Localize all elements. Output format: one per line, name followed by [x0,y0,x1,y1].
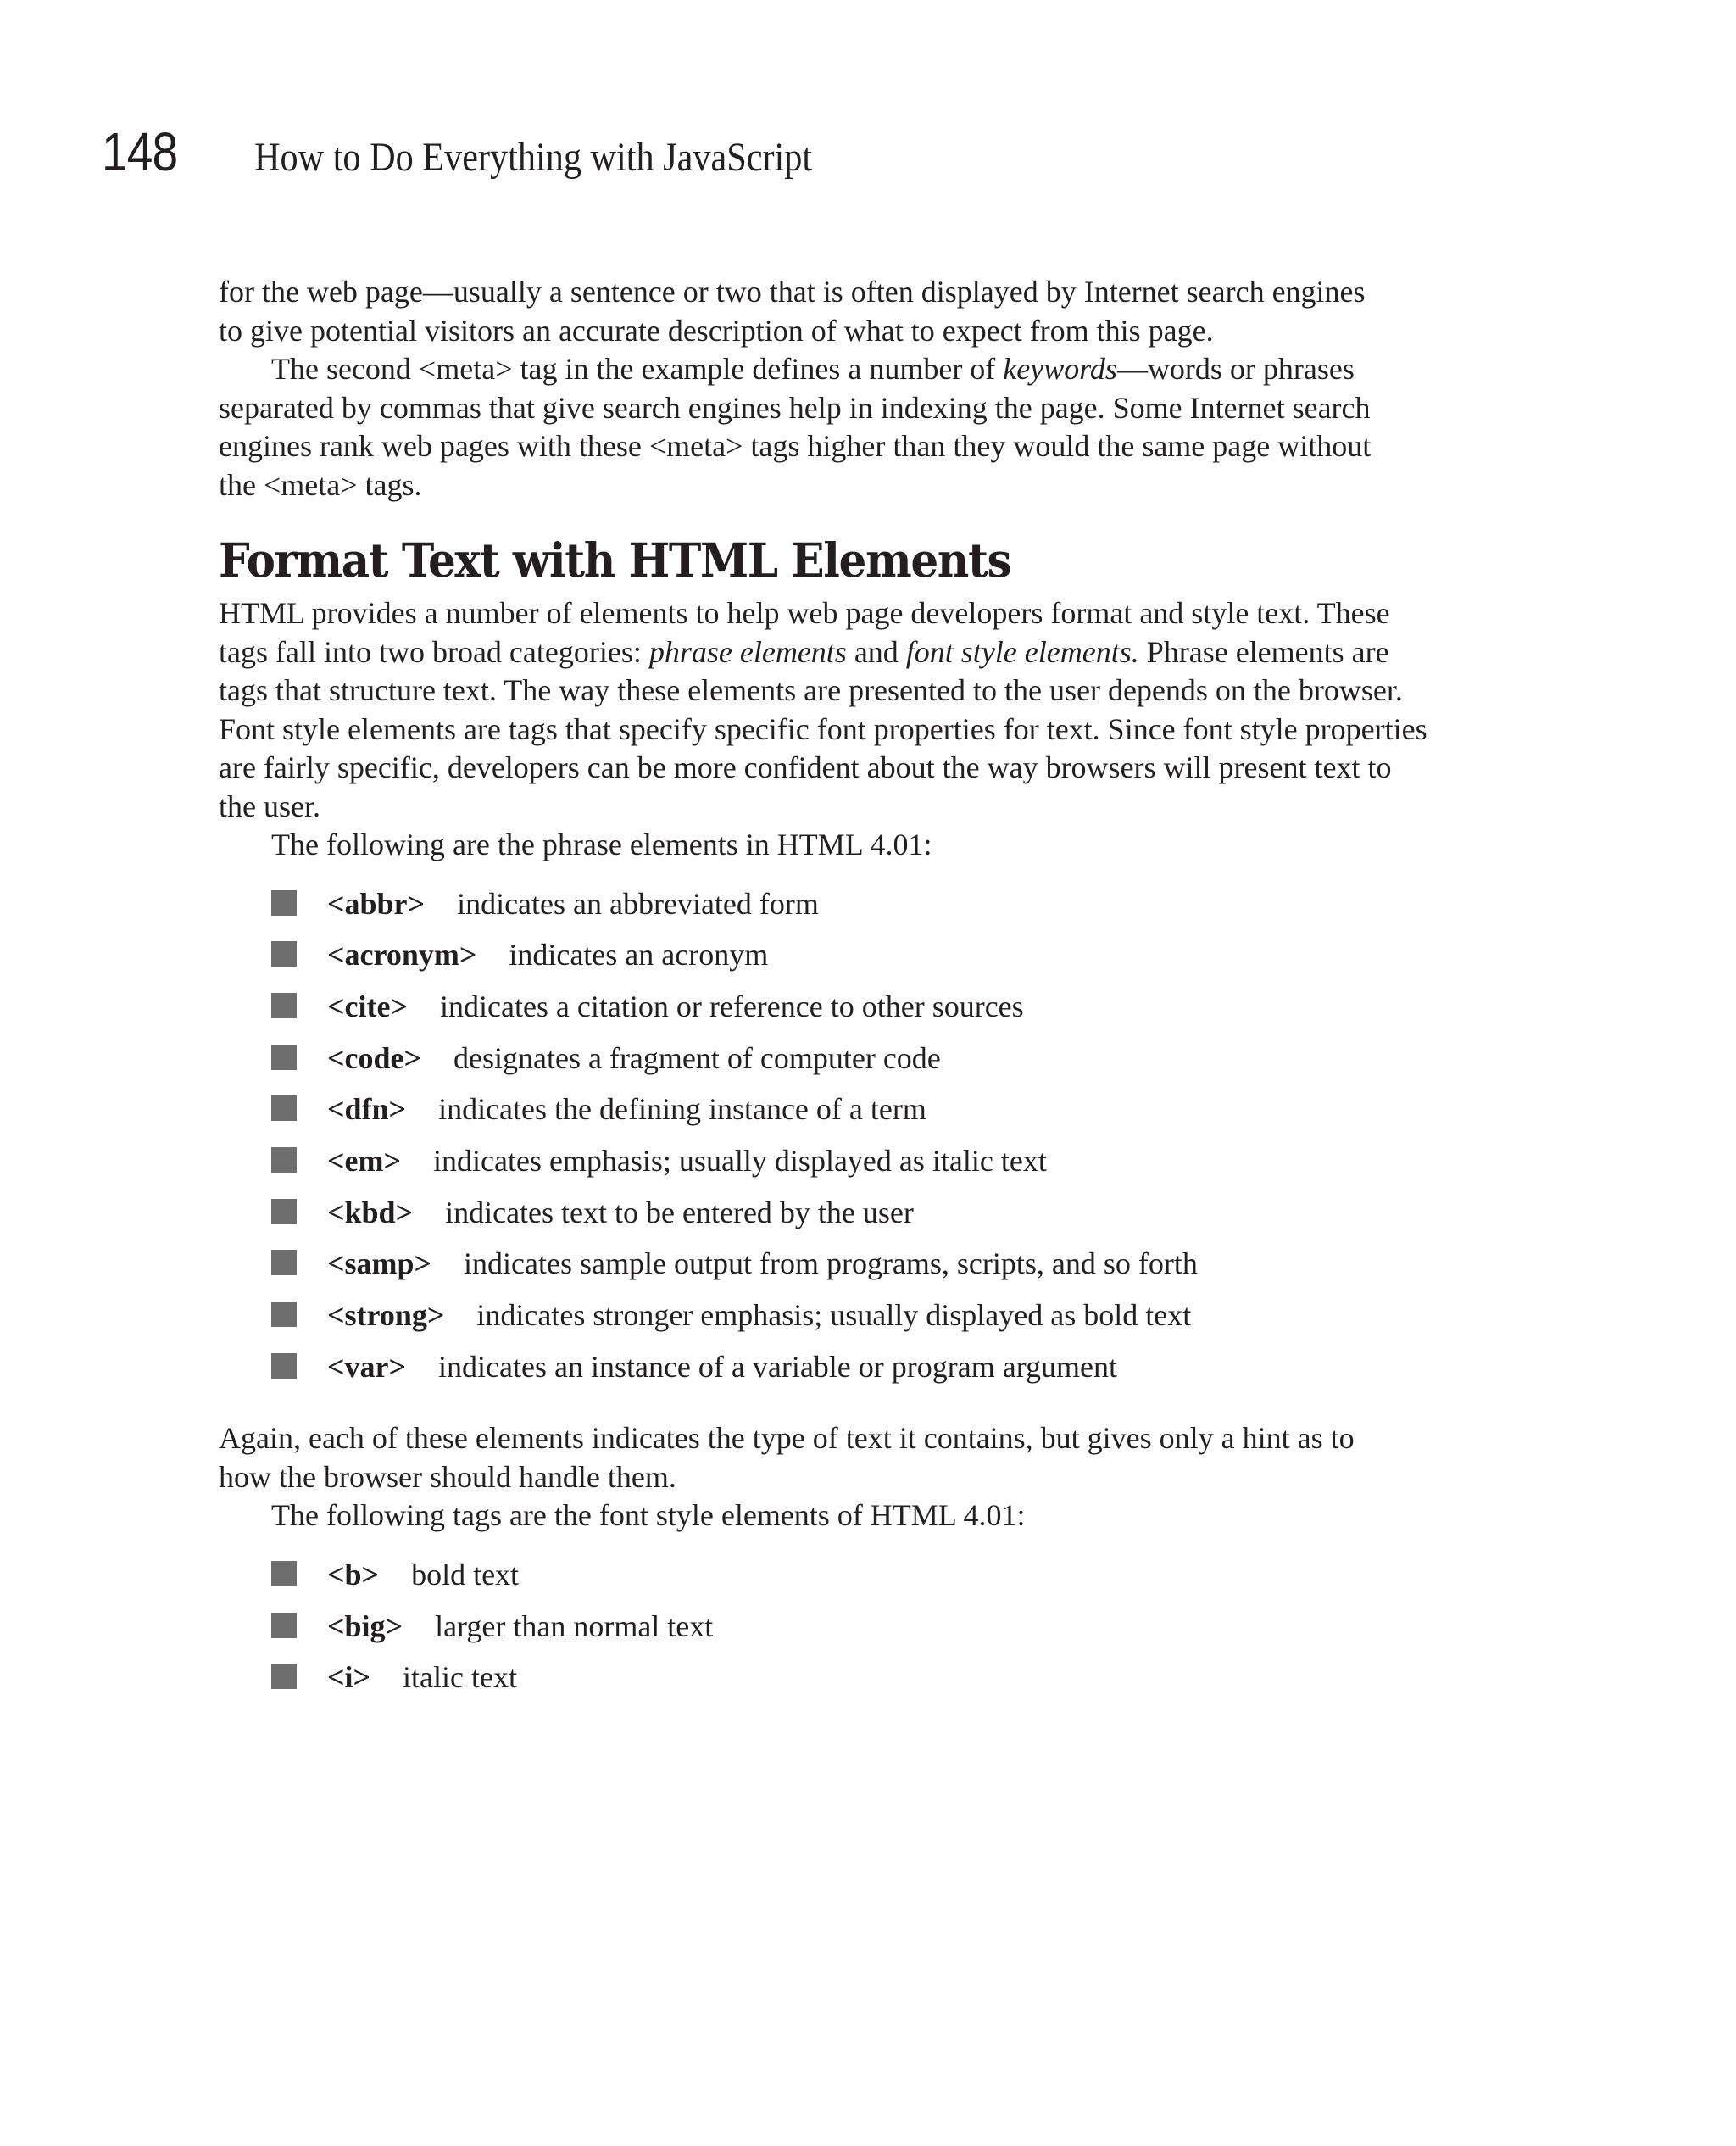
square-bullet-icon [271,1664,297,1689]
element-tag: <acronym> [327,938,477,973]
element-tag: <cite> [327,989,408,1023]
element-description: indicates an abbreviated form [457,886,819,921]
intro-line: the <meta> tags. [219,467,422,502]
list-item [271,1608,1490,1659]
square-bullet-icon [271,993,297,1018]
element-description: indicates the defining instance of a term [438,1092,926,1127]
list-item [271,1040,1490,1091]
list-item [271,1245,1490,1296]
element-tag: <i> [327,1660,371,1695]
text-run: The second <meta> tag in the example defines a number of [271,352,1004,386]
square-bullet-icon [271,941,297,967]
element-description: indicates an instance of a variable or program argument [438,1349,1118,1384]
square-bullet-icon [271,1147,297,1173]
element-tag: <dfn> [327,1092,407,1127]
element-description: indicates an acronym [509,938,769,973]
text-run: Phrase elements are [1138,634,1389,669]
list-item [271,1556,1490,1608]
list-item [271,1348,1490,1400]
section-line: how the browser should handle them. [219,1459,676,1494]
element-tag: <abbr> [327,886,426,921]
section-line: Font style elements are tags that specify specific font properties for text. Since font style properties [219,711,1427,746]
element-description: indicates text to be entered by the user [445,1195,914,1229]
element-description: italic text [403,1660,517,1695]
font-style-elements-list [271,1556,1490,1710]
emphasis-keywords: keywords [1003,352,1117,386]
element-description: indicates stronger emphasis; usually displayed as bold text [476,1298,1192,1332]
list-item [271,1142,1490,1194]
emphasis-font-style-elements: font style elements. [905,634,1139,669]
section-line: tags that structure text. The way these elements are presented to the user depends on the browser. [219,673,1403,707]
text-run: and [846,634,906,669]
page-number: 148 [102,121,178,182]
square-bullet-icon [271,1095,297,1121]
element-tag: <big> [327,1608,403,1643]
font-intro: The following tags are the font style elements of HTML 4.01: [271,1498,1026,1533]
intro-line: engines rank web pages with these <meta> tags higher than they would the same page without [219,429,1372,463]
square-bullet-icon [271,890,297,916]
section-line: are fairly specific, developers can be more confident about the way browsers will present text to [219,750,1392,784]
intro-line: for the web page—usually a sentence or two that is often displayed by Internet search engines [219,275,1366,309]
phrase-intro: The following are the phrase elements in HTML 4.01: [271,828,932,861]
intro-line: separated by commas that give search engines help in indexing the page. Some Internet search [219,390,1371,425]
element-description: designates a fragment of computer code [453,1040,941,1075]
element-description: indicates a citation or reference to other sources [439,989,1024,1023]
element-tag: <var> [327,1349,407,1384]
square-bullet-icon [271,1302,297,1327]
list-item [271,936,1490,988]
running-title: How to Do Everything with JavaScript [254,135,813,180]
square-bullet-icon [271,1613,297,1638]
section-line: Again, each of these elements indicates the type of text it contains, but gives only a hint as to [219,1421,1355,1456]
text-run: —words or phrases [1116,352,1355,386]
element-tag: <em> [327,1143,401,1178]
list-item [271,1090,1490,1142]
phrase-elements-list [271,885,1490,1400]
page-header [102,120,888,197]
element-tag: <samp> [327,1246,432,1281]
intro-line [219,350,1490,389]
list-item [271,1194,1490,1246]
square-bullet-icon [271,1353,297,1379]
element-tag: <strong> [327,1298,445,1332]
text-run: tags fall into two broad categories: [219,634,649,669]
element-tag: <kbd> [327,1195,414,1229]
section-line [219,633,1490,672]
square-bullet-icon [271,1561,297,1586]
body-text [219,273,1490,1731]
section-line: the user. [219,789,320,823]
element-tag: <code> [327,1040,422,1075]
element-description: larger than normal text [435,1608,714,1643]
element-description: indicates sample output from programs, scripts, and so forth [464,1246,1198,1281]
intro-line: to give potential visitors an accurate description of what to expect from this page. [219,313,1214,348]
list-item [271,885,1490,937]
list-item [271,1658,1490,1710]
list-item [271,988,1490,1040]
element-description: bold text [411,1557,520,1591]
square-bullet-icon [271,1250,297,1275]
square-bullet-icon [271,1199,297,1224]
emphasis-phrase-elements: phrase elements [648,634,847,669]
square-bullet-icon [271,1045,297,1070]
list-item [271,1296,1490,1348]
section-line: HTML provides a number of elements to help web page developers format and style text. These [219,596,1390,630]
section-heading: Format Text with HTML Elements [219,532,1011,588]
element-tag: <b> [327,1557,380,1591]
element-description: indicates emphasis; usually displayed as italic text [433,1143,1047,1178]
